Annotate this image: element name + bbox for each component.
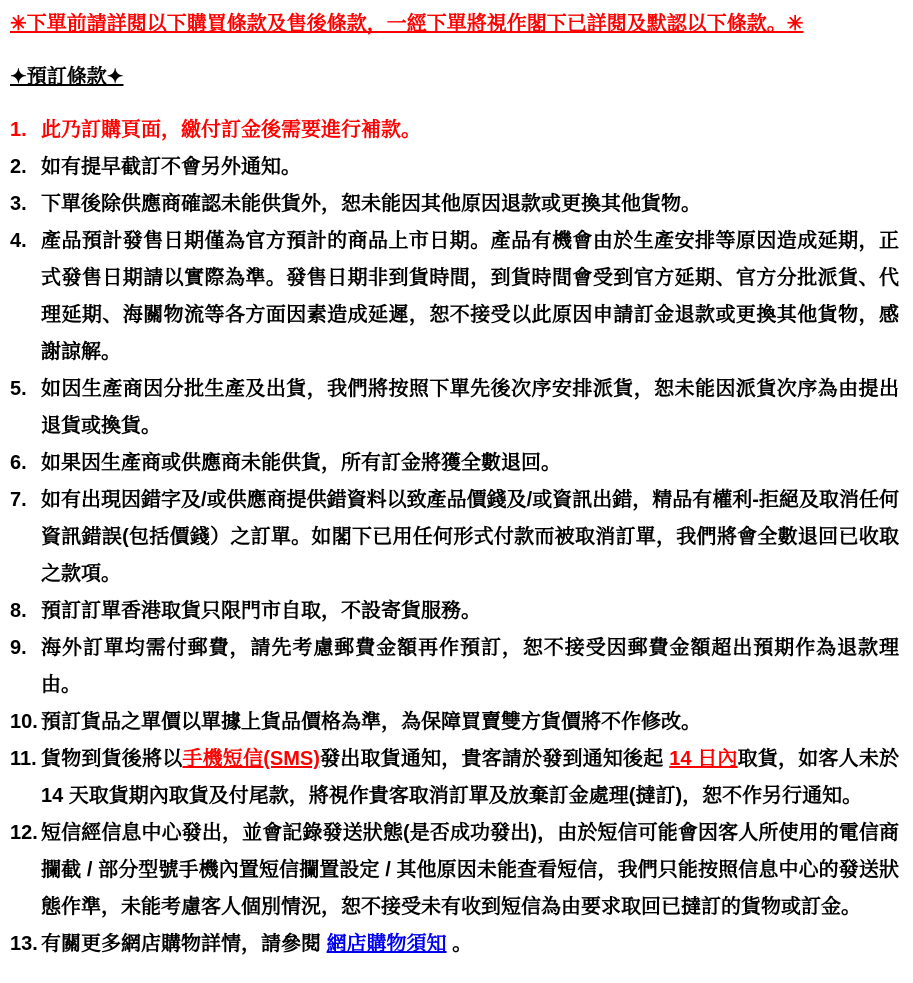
term-text: [41, 112, 899, 149]
text-segment: 發出取貨通知，貴客請於發到通知後起: [319, 748, 670, 770]
term-item-5: [10, 371, 899, 445]
term-number: 13.: [10, 933, 38, 955]
highlight-red: 此乃訂購頁面，繳付訂金後需要進行補款。: [41, 119, 421, 141]
term-text: [41, 149, 899, 186]
text-segment: 下單後除供應商確認未能供貨外，恕未能因其他原因退款或更換其他貨物。: [41, 193, 701, 215]
terms-list: [10, 112, 899, 963]
text-segment: 貨物到貨後將以: [41, 748, 183, 770]
text-segment: 如有提早截訂不會另外通知。: [41, 156, 301, 178]
term-item-4: [10, 223, 899, 371]
term-number: 10.: [10, 711, 38, 733]
term-text: [41, 482, 899, 593]
term-text: [41, 186, 899, 223]
term-number: 7.: [10, 489, 27, 511]
term-text: [41, 593, 899, 630]
term-text: [41, 630, 899, 704]
text-segment: 預訂訂單香港取貨只限門市自取，不設寄貨服務。: [41, 600, 481, 622]
term-item-7: [10, 482, 899, 593]
highlight-red-underline: 14 日內: [669, 748, 738, 770]
term-text: [41, 223, 899, 371]
text-segment: 取貨，如客人未於 14 天取貨期內取貨及付尾款，將視作貴客取消訂單及放棄訂金處理(撻訂)，恕不作另行通知。: [41, 748, 900, 807]
term-number: 4.: [10, 230, 27, 252]
term-number: 12.: [10, 822, 38, 844]
term-item-9: [10, 630, 899, 704]
term-number: 2.: [10, 156, 27, 178]
text-segment: 有關更多網店購物詳情，請參閱: [41, 933, 327, 955]
term-number: 6.: [10, 452, 27, 474]
term-number: 9.: [10, 637, 27, 659]
term-number: 8.: [10, 600, 27, 622]
text-segment: 如因生產商因分批生產及出貨，我們將按照下單先後次序安排派貨，恕未能因派貨次序為由提出退貨或換貨。: [41, 378, 899, 437]
section-title: ✦預訂條款✦: [10, 66, 124, 88]
text-segment: 預訂貨品之單價以單據上貨品價格為準，為保障買賣雙方貨價將不作修改。: [41, 711, 701, 733]
highlight-red-underline: 手機短信(SMS): [182, 748, 320, 770]
term-item-2: [10, 149, 899, 186]
term-text: [41, 926, 899, 963]
term-item-3: [10, 186, 899, 223]
term-item-13: [10, 926, 899, 963]
text-segment: 海外訂單均需付郵費，請先考慮郵費金額再作預訂，恕不接受因郵費金額超出預期作為退款理由。: [41, 637, 899, 696]
store-shopping-guide-link[interactable]: 網店購物須知: [326, 933, 447, 955]
term-item-12: [10, 815, 899, 926]
term-item-10: [10, 704, 899, 741]
term-text: [41, 815, 899, 926]
term-item-11: [10, 741, 899, 815]
term-item-8: [10, 593, 899, 630]
term-text: [41, 371, 899, 445]
text-segment: 短信經信息中心發出，並會記錄發送狀態(是否成功發出)，由於短信可能會因客人所使用的電信商攔截 / 部分型號手機內置短信攔置設定 / 其他原因未能查看短信，我們只能按照信息中心的發送狀態作準，未能考慮客人個別情況，恕不接受未有收到短信為由要求取回已撻訂的貨物或訂金。: [41, 822, 899, 918]
term-number: 1.: [10, 119, 27, 141]
term-number: 5.: [10, 378, 27, 400]
text-segment: 。: [446, 933, 473, 955]
term-text: [41, 704, 899, 741]
term-item-6: [10, 445, 899, 482]
text-segment: 產品預計發售日期僅為官方預計的商品上市日期。產品有機會由於生產安排等原因造成延期，正式發售日期請以實際為準。發售日期非到貨時間，到貨時間會受到官方延期、官方分批派貨、代理延期、海關物流等各方面因素造成延遲，恕不接受以此原因申請訂金退款或更換其他貨物，感謝諒解。: [41, 230, 899, 363]
term-number: 3.: [10, 193, 27, 215]
term-item-1: [10, 112, 899, 149]
text-segment: 如有出現因錯字及/或供應商提供錯資料以致產品價錢及/或資訊出錯，精品有權利-拒絕及取消任何資訊錯誤(包括價錢）之訂單。如閣下已用任何形式付款而被取消訂單，我們將會全數退回已收取之款項。: [41, 489, 899, 585]
header-warning: ✳下單前請詳閱以下購買條款及售後條款，一經下單將視作閣下已詳閱及默認以下條款。✳: [10, 13, 804, 35]
term-text: [41, 445, 899, 482]
term-text: [41, 741, 899, 815]
term-number: 11.: [10, 748, 37, 770]
text-segment: 如果因生產商或供應商未能供貨，所有訂金將獲全數退回。: [41, 452, 561, 474]
